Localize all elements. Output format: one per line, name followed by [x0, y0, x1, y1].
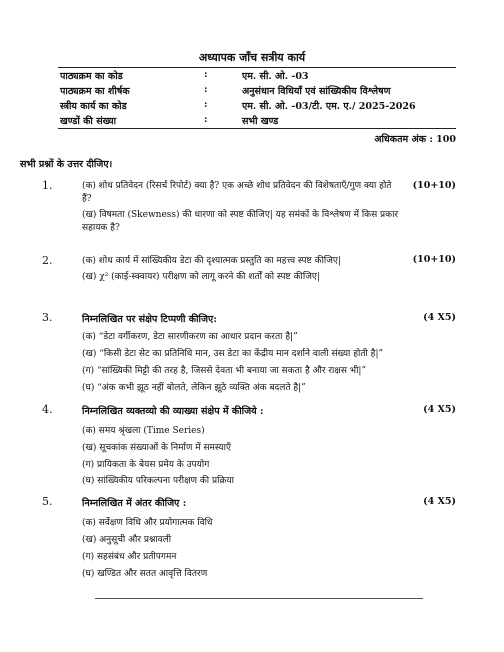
- question-marks: (10+10): [412, 254, 456, 265]
- question-item: (क) समय श्रृंखला (Time Series): [82, 426, 205, 436]
- meta-value: सभी खण्ड: [242, 116, 279, 127]
- question-marks: (10+10): [412, 180, 456, 191]
- bottom-rule: [95, 598, 423, 599]
- question-number: 3.: [42, 311, 53, 324]
- question-item: (घ) सांख्यिकीय परिकल्पना परीक्षण की प्रक्रिया: [82, 476, 234, 486]
- meta-row-assignment-code: [58, 99, 456, 113]
- question-item: (ग) सहसंबंध और प्रतीपगमन: [82, 552, 177, 562]
- question-number: 2.: [42, 254, 53, 267]
- meta-key: स्त्रीय कार्य का कोड: [60, 101, 127, 112]
- meta-sep: :: [204, 84, 208, 95]
- meta-sep: :: [204, 69, 208, 80]
- meta-key: खण्डों की संख्या: [60, 116, 117, 127]
- question-number: 1.: [42, 179, 53, 192]
- question-item: (ख) सूचकांक संख्याओं के निर्माण में समस्याएँ: [82, 443, 231, 453]
- question-item: (ख) “किसी डेटा सेट का प्रतिनिधि मान, उस डेटा का केंद्रीय मान दर्शाने वाली संख्या होती है|”: [82, 349, 384, 359]
- question-item: (क) “डेटा वर्गीकरण, डेटा सारणीकरण का आधार प्रदान करता है|”: [82, 332, 298, 342]
- meta-row-blocks: [58, 114, 456, 128]
- meta-top-rule: [58, 67, 456, 68]
- question-item: (क) शोध प्रतिवेदन (रिसर्च रिपोर्ट) क्या है? एक अच्छे शोध प्रतिवेदन की विशेषताएँ/गुण क्या होते हैं?: [82, 181, 392, 204]
- page-title: अध्यापक जाँच सत्रीय कार्य: [198, 51, 306, 64]
- meta-value: अनुसंधान विधियाँ एवं सांख्यिकीय विश्लेषण: [242, 86, 391, 97]
- question-item: (ख) अनुसूची और प्रश्नावली: [82, 535, 172, 545]
- question-item: (ग) “सांख्यिकी मिट्टी की तरह है, जिससे देवता भी बनाया जा सकता है और राक्षस भी|”: [82, 366, 367, 376]
- instruction: सभी प्रश्नों के उत्तर दीजिए।: [20, 159, 113, 170]
- question-item: (क) शोध कार्य में सांख्यिकीय डेटा की दृश्यात्मक प्रस्तुति का महत्त्व स्पष्ट कीजिए|: [82, 256, 341, 266]
- question-heading: निम्नलिखित व्यक्तव्यो की व्याख्या संक्षेप में कीजिये :: [82, 406, 264, 417]
- meta-row-course-title: [58, 84, 456, 98]
- question-item: (ख) χ² (काई-स्क्वायर) परीक्षण को लागू करने की शर्तों को स्पष्ट कीजिए|: [82, 272, 320, 282]
- meta-bottom-rule: [58, 128, 456, 129]
- meta-row-course-code: [58, 69, 456, 83]
- meta-value: एम. सी. ओ. -03/टी. एम. ए./ 2025-2026: [242, 101, 416, 112]
- question-item: (घ) “अंक कभी झूठ नहीं बोलते, लेकिन झूठे व्यक्ति अंक बदलते है|”: [82, 383, 306, 393]
- meta-key: पाठ्यक्रम का कोड: [60, 71, 123, 82]
- question-number: 5.: [42, 495, 53, 508]
- question-heading: निम्नलिखित पर संक्षेप टिप्पणी कीजिए:: [82, 314, 217, 325]
- meta-sep: :: [204, 99, 208, 110]
- question-item: (ग) प्रायिकता के बेयस प्रमेय के उपयोग: [82, 460, 210, 470]
- meta-sep: :: [204, 114, 208, 125]
- question-marks: (4 X5): [423, 496, 456, 507]
- meta-key: पाठ्यक्रम का शीर्षक: [60, 86, 130, 97]
- question-item: (क) सर्वेक्षण विधि और प्रयोगात्मक विधि: [82, 518, 213, 528]
- question-marks: (4 X5): [423, 404, 456, 415]
- question-item: (ख) विषमता (Skewness) की धारणा को स्पष्ट कीजिए| यह समंकों के विश्लेषण में किस प्रकार सहायक है?: [82, 210, 399, 233]
- question-heading: निम्नलिखित में अंतर कीजिए :: [82, 498, 187, 509]
- question-item: (घ) खण्डित और सतत आवृत्ति वितरण: [82, 569, 208, 579]
- question-marks: (4 X5): [423, 312, 456, 323]
- meta-value: एम. सी. ओ. -03: [242, 71, 309, 82]
- question-number: 4.: [42, 403, 53, 416]
- max-marks: अधिकतम अंक : 100: [374, 134, 456, 145]
